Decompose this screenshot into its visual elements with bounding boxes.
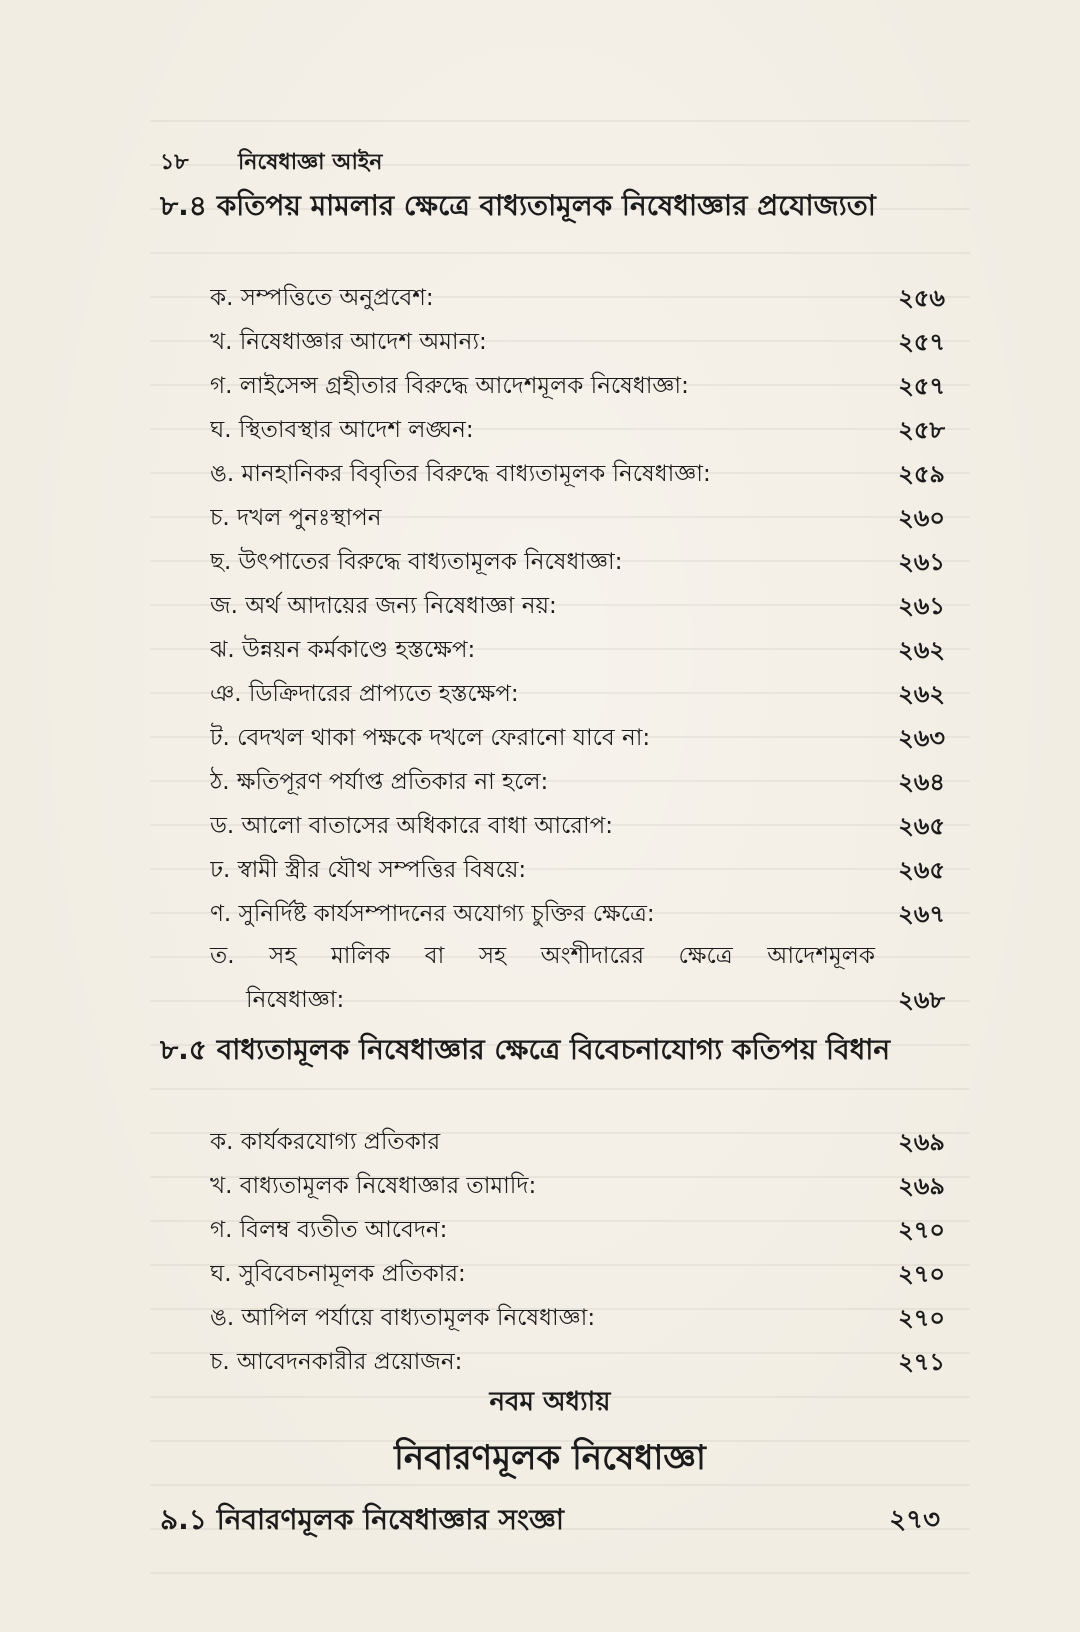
toc-entry (210, 804, 945, 848)
toc-entry-text: ক. কার্যকরযোগ্য প্রতিকার (210, 1129, 441, 1155)
toc-entry-page: ২৫৯ (898, 460, 945, 488)
toc-entry (210, 408, 945, 452)
toc-entry (210, 1252, 945, 1296)
page-number: ১৮ (160, 149, 189, 175)
toc-entry-page: ২৬২ (898, 680, 945, 708)
section-heading-text: ৯.১ নিবারণমূলক নিষেধাজ্ঞার সংজ্ঞা (160, 1503, 564, 1536)
section-heading-8-5: ৮.৫ বাধ্যতামূলক নিষেধাজ্ঞার ক্ষেত্রে বিবেচনাযোগ্য কতিপয় বিধান (160, 1033, 891, 1066)
toc-entry-text: ঠ. ক্ষতিপূরণ পর্যাপ্ত প্রতিকার না হলে: (210, 769, 549, 795)
toc-entry-page: ২৬৫ (898, 812, 945, 840)
chapter-title: নিবারণমূলক নিষেধাজ্ঞা (394, 1438, 706, 1478)
toc-entry-page: ২৭১ (898, 1348, 945, 1376)
toc-entry-page: ২৫৭ (898, 372, 945, 400)
chapter-label: নবম অধ্যায় (489, 1387, 611, 1417)
toc-entry (210, 1120, 945, 1164)
toc-entry-page: ২৫৮ (898, 416, 945, 444)
toc-entry (210, 1164, 945, 1208)
toc-entry-page: ২৬৯ (898, 1172, 945, 1200)
toc-entry-page: ২৭০ (898, 1216, 945, 1244)
running-header (160, 146, 920, 180)
toc-entry-page: ২৬১ (898, 548, 945, 576)
section-heading-9-1 (160, 1494, 940, 1546)
toc-entry-text: ঘ. স্থিতাবস্থার আদেশ লঙ্ঘন: (210, 417, 474, 443)
toc-entry (210, 716, 945, 760)
toc-entry (210, 760, 945, 804)
toc-entry-text: গ. বিলম্ব ব্যতীত আবেদন: (210, 1217, 448, 1243)
toc-entry-page: ২৬০ (898, 504, 945, 532)
toc-entry-text: ত. সহ মালিক বা সহ অংশীদারের ক্ষেত্রে আদেশমূলক (210, 943, 875, 969)
toc-entry-text: ড. আলো বাতাসের অধিকারে বাধা আরোপ: (210, 813, 613, 839)
toc-entry-text: ঝ. উন্নয়ন কর্মকাণ্ডে হস্তক্ষেপ: (210, 637, 476, 663)
toc-entry (210, 320, 945, 364)
toc-entry (210, 540, 945, 584)
toc-entry-page: ২৬৩ (898, 724, 945, 752)
toc-entry (210, 1340, 945, 1384)
toc-entry-continuation (210, 978, 945, 1022)
toc-entry-page: ২৬৯ (898, 1128, 945, 1156)
toc-entry-text: খ. নিষেধাজ্ঞার আদেশ অমান্য: (210, 329, 487, 355)
toc-entry (210, 628, 945, 672)
toc-entry-text: খ. বাধ্যতামূলক নিষেধাজ্ঞার তামাদি: (210, 1173, 537, 1199)
toc-entry-text: গ. লাইসেন্স গ্রহীতার বিরুদ্ধে আদেশমূলক নিষেধাজ্ঞা: (210, 373, 689, 399)
toc-entry (210, 276, 945, 320)
toc-entry-page: ২৬২ (898, 636, 945, 664)
toc-entry (210, 1208, 945, 1252)
toc-entry-page: ২৬৮ (898, 986, 945, 1014)
toc-entry-text-continued: নিষেধাজ্ঞা: (246, 987, 345, 1013)
toc-entry (210, 672, 945, 716)
toc-entry (210, 496, 945, 540)
toc-entry-text: ট. বেদখল থাকা পক্ষকে দখলে ফেরানো যাবে না: (210, 725, 651, 751)
toc-entry-text: ঙ. মানহানিকর বিবৃতির বিরুদ্ধে বাধ্যতামূলক নিষেধাজ্ঞা: (210, 461, 711, 487)
toc-entry-text: চ. আবেদনকারীর প্রয়োজন: (210, 1349, 463, 1375)
toc-entry-page: ২৫৭ (898, 328, 945, 356)
toc-entry (210, 452, 945, 496)
toc-entry-multiline (210, 934, 945, 1022)
toc-entry-text: ঙ. আপিল পর্যায়ে বাধ্যতামূলক নিষেধাজ্ঞা: (210, 1305, 596, 1331)
toc-entry-text: ণ. সুনির্দিষ্ট কার্যসম্পাদনের অযোগ্য চুক্তির ক্ষেত্রে: (210, 901, 655, 927)
toc-entry-page: ২৬৭ (898, 900, 945, 928)
section-heading-8-4: ৮.৪ কতিপয় মামলার ক্ষেত্রে বাধ্যতামূলক নিষেধাজ্ঞার প্রযোজ্যতা (160, 189, 876, 222)
toc-entry-page: ২৫৬ (898, 284, 945, 312)
toc-entry-page: ২৬১ (898, 592, 945, 620)
toc-entry-page: ২৭০ (898, 1304, 945, 1332)
toc-entry (210, 848, 945, 892)
toc-entry-page: ২৬৪ (898, 768, 945, 796)
toc-entry-text: ছ. উৎপাতের বিরুদ্ধে বাধ্যতামূলক নিষেধাজ্ঞা: (210, 549, 623, 575)
toc-entry-text: ক. সম্পত্তিতে অনুপ্রবেশ: (210, 285, 434, 311)
toc-entry (210, 364, 945, 408)
toc-entry-text: ঞ. ডিক্রিদারের প্রাপ্যতে হস্তক্ষেপ: (210, 681, 519, 707)
toc-entry (210, 1296, 945, 1340)
toc-entry (210, 584, 945, 628)
toc-entry-text: ঢ. স্বামী স্ত্রীর যৌথ সম্পত্তির বিষয়ে: (210, 857, 527, 883)
toc-entry-text: চ. দখল পুনঃস্থাপন (210, 505, 382, 531)
toc-entry-text: জ. অর্থ আদায়ের জন্য নিষেধাজ্ঞা নয়: (210, 593, 557, 619)
section-heading-page: ২৭৩ (889, 1505, 940, 1535)
toc-entry-page: ২৭০ (898, 1260, 945, 1288)
toc-entry (210, 892, 945, 936)
toc-entry-page: ২৬৫ (898, 856, 945, 884)
book-title: নিষেধাজ্ঞা আইন (238, 149, 383, 175)
toc-entry-text: ঘ. সুবিবেচনামূলক প্রতিকার: (210, 1261, 466, 1287)
